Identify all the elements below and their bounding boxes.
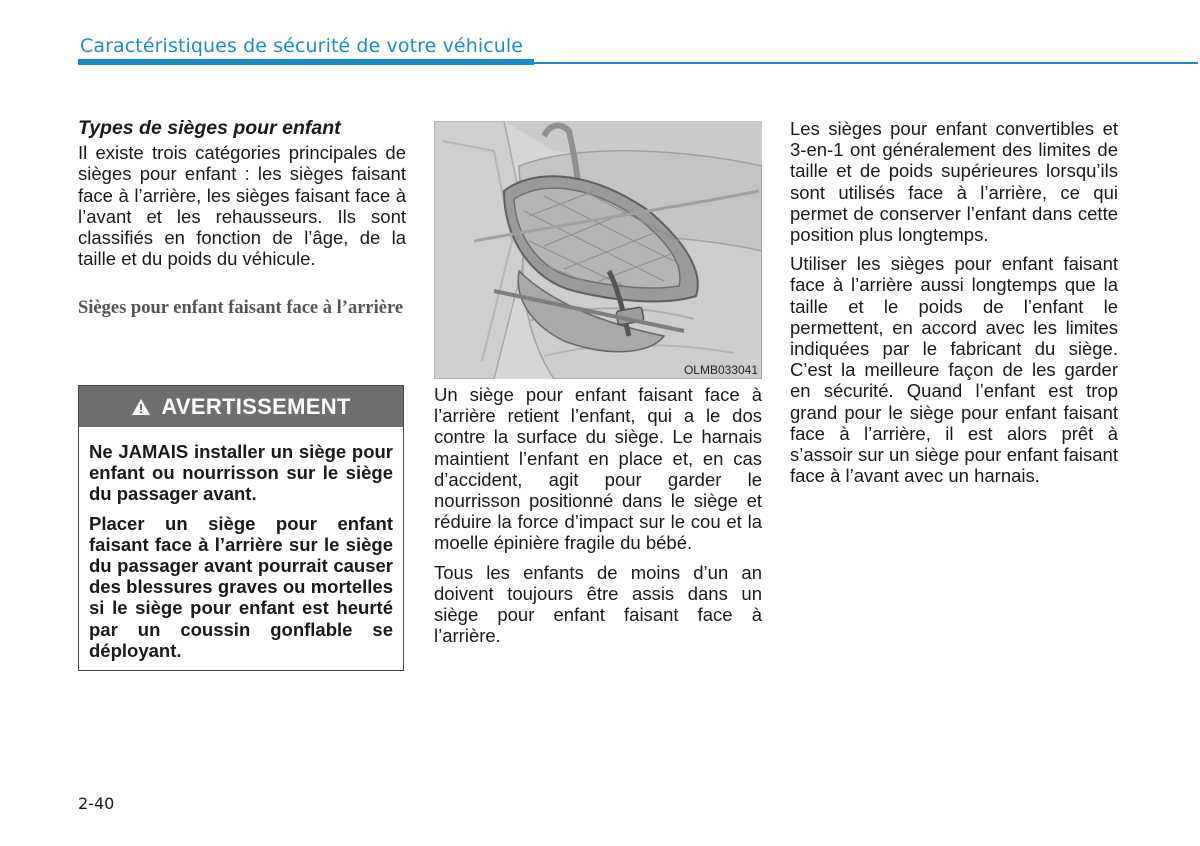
warning-triangle-icon: [131, 398, 151, 416]
column-left: [78, 118, 406, 319]
section-heading-rear-facing: Sièges pour enfant faisant face à l’arrière: [78, 298, 404, 319]
warning-title: AVERTISSEMENT: [161, 393, 351, 419]
column-middle: [434, 384, 762, 646]
body-paragraph: Utiliser les sièges pour enfant faisant face à l’arrière aussi longtemps que la taille et le poids de l’enfant le permettent, en accord avec les limites indiquées par le fabricant du siège. C’est la meilleure façon de les garder en sécurité. Quand l’enfant est trop grand pour le siège pour enfant faisant face à l’arrière, il est alors prêt à s’assoir sur un siège pour enfant faisant face à l’avant avec un harnais.: [790, 253, 1118, 487]
subheading-child-seat-types: Types de sièges pour enfant: [78, 117, 341, 139]
figure-caption: OLMB033041: [683, 363, 758, 377]
section-header-title: Caractéristiques de sécurité de votre véhicule: [80, 35, 524, 57]
intro-paragraph: Il existe trois catégories principales de sièges pour enfant : les sièges faisant face à l’arrière, les sièges faisant face à l’avant et les rehausseurs. Ils sont classifiés en fonction de l’âge, de la taille et du poids du véhicule.: [78, 142, 406, 270]
body-paragraph: Un siège pour enfant faisant face à l’arrière retient l’enfant, qui a le dos contre la surface du siège. Le harnais maintient l’enfant en place et, en cas d’accident, agit pour garder le nourrisson positionné dans le siège et réduire la force d’impact sur le cou et la moelle épinière fragile du bébé.: [434, 384, 762, 554]
warning-box: [78, 385, 404, 671]
column-right: [790, 118, 1118, 486]
warning-body: [79, 427, 403, 661]
rear-facing-child-seat-illustration: [434, 121, 762, 379]
header-rule-accent: [78, 59, 534, 65]
warning-header: [79, 386, 403, 427]
car-seat-drawing: [434, 121, 762, 379]
page-number: 2-40: [78, 794, 115, 813]
body-paragraph: Les sièges pour enfant convertibles et 3-en-1 ont généralement des limites de taille et de poids supérieures lorsqu’ils sont utilisés face à l’arrière, ce qui permet de conserver l’enfant dans cette position plus longtemps.: [790, 118, 1118, 246]
warning-paragraph: Placer un siège pour enfant faisant face à l’arrière sur le siège du passager avant pourrait causer des blessures graves ou mortelles si le siège pour enfant est heurté par un coussin gonflable se déployant.: [89, 512, 393, 661]
warning-paragraph: Ne JAMAIS installer un siège pour enfant ou nourrisson sur le siège du passager avant.: [89, 441, 393, 505]
body-paragraph: Tous les enfants de moins d’un an doivent toujours être assis dans un siège pour enfant faisant face à l’arrière.: [434, 561, 762, 647]
